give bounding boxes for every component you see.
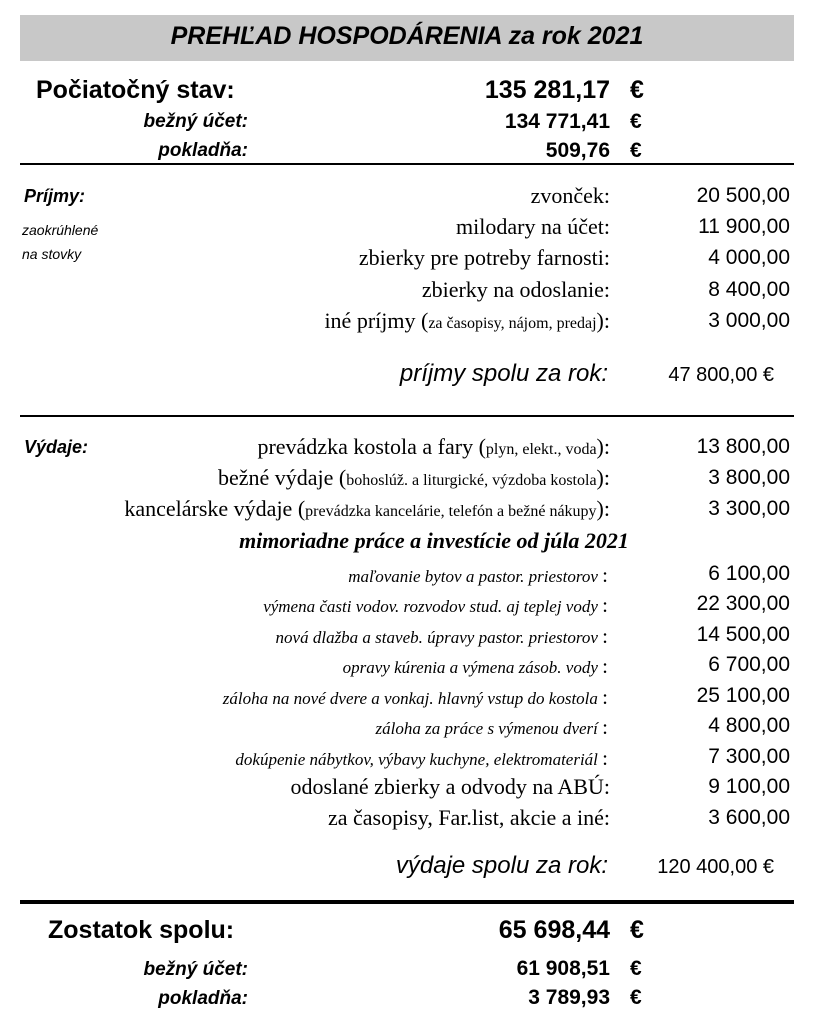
income-item-label: zbierky pre potreby farnosti: xyxy=(358,245,610,270)
page-title: PREHĽAD HOSPODÁRENIA za rok 2021 xyxy=(170,22,644,50)
income-item-value: 8 400,00 xyxy=(708,278,790,301)
income-item-value: 11 900,00 xyxy=(698,215,790,238)
income-item-value: 3 000,00 xyxy=(708,309,790,332)
expense-item-label: bežné výdaje (bohoslúž. a liturgické, výzdoba kostola): xyxy=(217,465,610,490)
closing-bank-value: 61 908,51 xyxy=(516,957,610,980)
special-item-label: záloha na nové dvere a vonkaj. hlavný vstup do kostola : xyxy=(222,685,608,709)
closing-value: 65 698,44 xyxy=(498,916,610,944)
income-item-label: zbierky na odoslanie: xyxy=(421,277,610,302)
opening-cash-value: 509,76 xyxy=(545,139,610,162)
special-item-value: 6 700,00 xyxy=(708,653,790,676)
expenses-total-value: 120 400,00 € xyxy=(657,856,774,878)
opening-cash-label: pokladňa: xyxy=(158,140,248,161)
expense-item-label: kancelárske výdaje (prevádzka kancelárie, telefón a bežné nákupy): xyxy=(124,496,610,521)
special-item-label: nová dlažba a staveb. úpravy pastor. priestorov : xyxy=(275,624,608,648)
special-item-value: 6 100,00 xyxy=(708,562,790,585)
expense-item-detail: prevádzka kancelárie, telefón a bežné nákupy xyxy=(305,503,597,520)
income-item-label: zvonček: xyxy=(530,183,610,208)
closing-cash-label: pokladňa: xyxy=(158,988,248,1009)
special-item-label: maľovanie bytov a pastor. priestorov : xyxy=(348,563,608,587)
expense-item-value: 3 300,00 xyxy=(708,497,790,520)
expense-item-label: odoslané zbierky a odvody na ABÚ: xyxy=(290,774,610,799)
special-item-label: dokúpenie nábytkov, výbavy kuchyne, elektromateriál : xyxy=(235,746,608,770)
special-item-label: výmena časti vodov. rozvodov stud. aj teplej vody : xyxy=(263,593,608,617)
expense-item-value: 3 800,00 xyxy=(708,466,790,489)
special-item-value: 14 500,00 xyxy=(696,623,790,646)
closing-cash-value: 3 789,93 xyxy=(528,986,610,1009)
special-heading: mimoriadne práce a investície od júla 2021 xyxy=(239,528,629,553)
expenses-heading: Výdaje: xyxy=(24,437,89,457)
expenses-total-label: výdaje spolu za rok: xyxy=(395,852,608,879)
special-item-value: 22 300,00 xyxy=(696,592,790,615)
income-item-value: 20 500,00 xyxy=(696,184,790,207)
closing-currency: € xyxy=(630,916,644,944)
income-note-line2: na stovky xyxy=(22,246,82,262)
special-item-value: 4 800,00 xyxy=(708,714,790,737)
opening-label: Počiatočný stav: xyxy=(36,76,235,104)
opening-cash-currency: € xyxy=(630,139,642,162)
closing-bank-currency: € xyxy=(630,957,642,980)
income-heading: Príjmy: xyxy=(24,186,86,206)
special-item-value: 7 300,00 xyxy=(708,745,790,768)
opening-bank-value: 134 771,41 xyxy=(504,110,610,133)
expense-item-label: prevádzka kostola a fary (plyn, elekt., voda): xyxy=(257,434,610,459)
opening-bank-currency: € xyxy=(630,110,642,133)
divider-thick xyxy=(20,900,794,904)
income-item-label: iné príjmy (za časopisy, nájom, predaj): xyxy=(324,308,610,333)
special-item-label: opravy kúrenia a výmena zásob. vody : xyxy=(342,654,608,678)
opening-currency: € xyxy=(630,76,644,104)
expense-item-value: 9 100,00 xyxy=(708,775,790,798)
income-total-label: príjmy spolu za rok: xyxy=(399,360,608,387)
income-item-label: milodary na účet: xyxy=(456,214,610,239)
divider xyxy=(20,415,794,417)
closing-label: Zostatok spolu: xyxy=(48,916,235,944)
expense-item-value: 3 600,00 xyxy=(708,806,790,829)
expense-item-label: za časopisy, Far.list, akcie a iné: xyxy=(327,805,610,830)
income-item-value: 4 000,00 xyxy=(708,246,790,269)
special-item-value: 25 100,00 xyxy=(696,684,790,707)
expense-item-detail: plyn, elekt., voda xyxy=(485,441,597,458)
income-item-detail: za časopisy, nájom, predaj xyxy=(428,315,597,332)
opening-bank-label: bežný účet: xyxy=(143,111,248,132)
special-item-label: záloha za práce s výmenou dverí : xyxy=(375,715,608,739)
income-total-value: 47 800,00 € xyxy=(668,364,774,386)
closing-cash-currency: € xyxy=(630,986,642,1009)
income-note-line1: zaokrúhlené xyxy=(22,222,99,238)
opening-value: 135 281,17 xyxy=(484,76,610,104)
expense-item-value: 13 800,00 xyxy=(696,435,790,458)
expense-item-detail: bohoslúž. a liturgické, výzdoba kostola xyxy=(346,472,597,489)
closing-bank-label: bežný účet: xyxy=(143,959,248,980)
divider xyxy=(20,163,794,165)
